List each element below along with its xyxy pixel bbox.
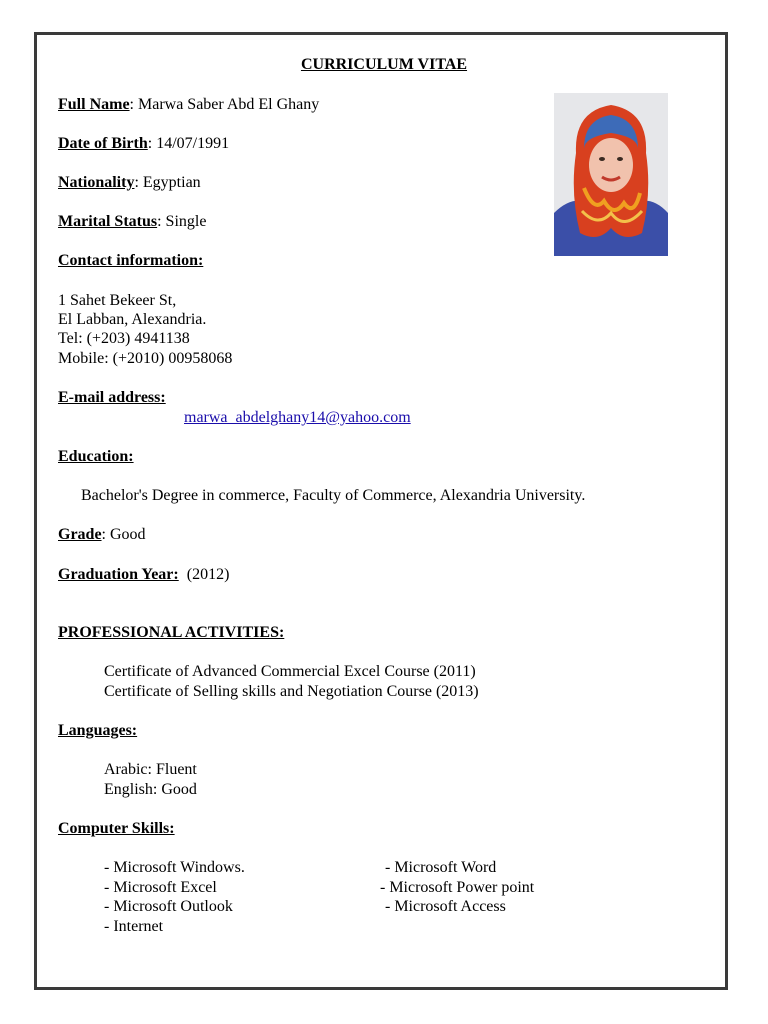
grade-label: Grade (58, 526, 102, 543)
nationality-line (58, 173, 201, 192)
education-degree: Bachelor's Degree in commerce, Faculty of Commerce, Alexandria University. (81, 487, 586, 504)
contact-tel: Tel: (+203) 4941138 (58, 330, 190, 347)
full-name-value: : Marwa Saber Abd El Ghany (129, 96, 320, 113)
document-title: CURRICULUM VITAE (300, 56, 468, 73)
marital-value: : Single (157, 213, 207, 230)
dob-label: Date of Birth (58, 135, 148, 152)
skill-item: - Microsoft Power point (380, 879, 535, 896)
professional-item: Certificate of Selling skills and Negotiation Course (2013) (104, 683, 479, 700)
computer-skills-heading: Computer Skills: (58, 820, 175, 837)
contact-heading: Contact information: (58, 252, 204, 269)
skill-item: - Internet (104, 918, 164, 935)
nationality-value: : Egyptian (134, 174, 201, 191)
skill-item: - Microsoft Excel (104, 879, 217, 896)
grade-line (58, 525, 146, 544)
dob-line (58, 134, 229, 153)
marital-line (58, 212, 206, 231)
languages-heading: Languages: (58, 722, 138, 739)
graduation-value: (2012) (186, 566, 230, 583)
professional-item: Certificate of Advanced Commercial Excel Course (2011) (104, 663, 476, 680)
contact-mobile: Mobile: (+2010) 00958068 (58, 350, 233, 367)
skill-item: - Microsoft Windows. (104, 859, 245, 876)
skill-item: - Microsoft Access (385, 898, 506, 915)
graduation-line (58, 565, 229, 584)
full-name-line (58, 95, 319, 114)
nationality-label: Nationality (58, 174, 135, 191)
contact-address-2: El Labban, Alexandria. (58, 311, 207, 328)
graduation-label: Graduation Year: (58, 566, 179, 583)
education-heading: Education: (58, 448, 134, 465)
profile-photo (554, 93, 668, 256)
email-link[interactable]: marwa_abdelghany14@yahoo.com (184, 409, 411, 426)
dob-value: : 14/07/1991 (147, 135, 230, 152)
skill-item: - Microsoft Outlook (104, 898, 233, 915)
language-item: Arabic: Fluent (104, 761, 197, 778)
email-heading: E-mail address: (58, 389, 166, 406)
professional-heading: PROFESSIONAL ACTIVITIES: (58, 624, 285, 641)
marital-label: Marital Status (58, 213, 158, 230)
language-item: English: Good (104, 781, 197, 798)
skill-item: - Microsoft Word (385, 859, 497, 876)
contact-address-1: 1 Sahet Bekeer St, (58, 292, 177, 309)
full-name-label: Full Name (58, 96, 130, 113)
grade-value: : Good (101, 526, 146, 543)
